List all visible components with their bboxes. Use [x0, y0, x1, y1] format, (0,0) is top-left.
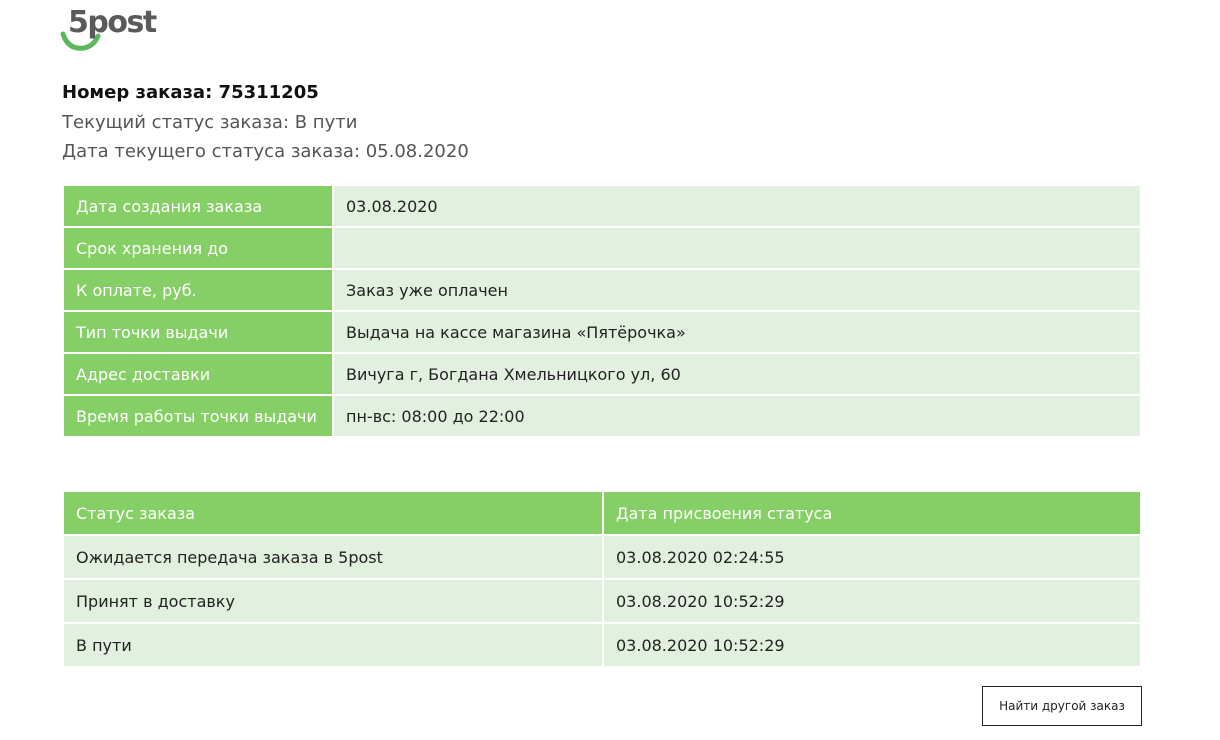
status-date-text: Дата текущего статуса заказа: 05.08.2020	[62, 141, 469, 162]
order-info-table	[62, 184, 1142, 438]
info-value: Выдача на кассе магазина «Пятёрочка»	[334, 312, 1140, 352]
info-label: Срок хранения до	[64, 228, 332, 268]
status-cell: В пути	[64, 624, 602, 666]
find-other-order-button[interactable]: Найти другой заказ	[982, 686, 1142, 726]
status-history-table	[62, 490, 1142, 668]
table-row	[64, 624, 1140, 666]
info-value: 03.08.2020	[334, 186, 1140, 226]
info-label: Дата создания заказа	[64, 186, 332, 226]
status-cell: Ожидается передача заказа в 5post	[64, 536, 602, 578]
logo-text: 5post	[68, 5, 156, 40]
info-value: Заказ уже оплачен	[334, 270, 1140, 310]
logo[interactable]	[60, 6, 170, 54]
date-cell: 03.08.2020 10:52:29	[604, 624, 1140, 666]
column-header-date: Дата присвоения статуса	[604, 492, 1140, 534]
table-row	[64, 312, 1140, 352]
current-status-text: Текущий статус заказа: В пути	[62, 112, 358, 133]
table-row	[64, 228, 1140, 268]
info-value	[334, 228, 1140, 268]
info-value: пн-вс: 08:00 до 22:00	[334, 396, 1140, 436]
table-row	[64, 396, 1140, 436]
date-cell: 03.08.2020 02:24:55	[604, 536, 1140, 578]
info-label: К оплате, руб.	[64, 270, 332, 310]
column-header-status: Статус заказа	[64, 492, 602, 534]
table-row	[64, 580, 1140, 622]
table-row	[64, 186, 1140, 226]
table-row	[64, 270, 1140, 310]
table-row	[64, 354, 1140, 394]
order-number-title: Номер заказа: 75311205	[62, 82, 319, 103]
table-header-row	[64, 492, 1140, 534]
info-label: Тип точки выдачи	[64, 312, 332, 352]
table-row	[64, 536, 1140, 578]
status-cell: Принят в доставку	[64, 580, 602, 622]
info-label: Время работы точки выдачи	[64, 396, 332, 436]
info-label: Адрес доставки	[64, 354, 332, 394]
info-value: Вичуга г, Богдана Хмельницкого ул, 60	[334, 354, 1140, 394]
date-cell: 03.08.2020 10:52:29	[604, 580, 1140, 622]
